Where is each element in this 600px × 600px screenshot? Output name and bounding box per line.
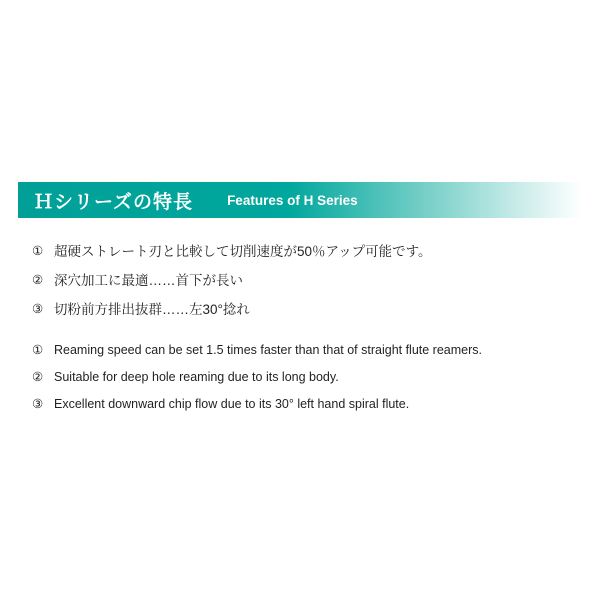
list-item-text: 深穴加工に最適……首下が長い <box>54 273 243 288</box>
list-item <box>32 272 432 289</box>
list-item-marker: ② <box>32 370 44 384</box>
list-item <box>32 243 432 260</box>
section-title-english: Features of H Series <box>227 192 358 208</box>
list-item-text: 切粉前方排出抜群……左30°捻れ <box>54 302 250 317</box>
features-list-japanese <box>32 243 432 330</box>
list-item-marker: ① <box>32 244 44 258</box>
list-item <box>32 369 482 386</box>
list-item-text: Excellent downward chip flow due to its 30° left hand spiral flute. <box>54 397 410 411</box>
list-item <box>32 301 432 318</box>
list-item-marker: ② <box>32 273 44 287</box>
list-item <box>32 396 482 413</box>
list-item-text: Suitable for deep hole reaming due to its long body. <box>54 370 339 384</box>
list-item-marker: ① <box>32 343 44 357</box>
section-header-banner <box>18 182 582 218</box>
list-item <box>32 342 482 359</box>
list-item-text: Reaming speed can be set 1.5 times faster than that of straight flute reamers. <box>54 343 483 357</box>
list-item-marker: ③ <box>32 302 44 316</box>
features-list-english <box>32 342 482 423</box>
list-item-marker: ③ <box>32 397 44 411</box>
section-title-japanese: Ｈシリーズの特長 <box>34 191 194 213</box>
list-item-text: 超硬ストレート刃と比較して切削速度が50％アップ可能です。 <box>54 244 432 259</box>
